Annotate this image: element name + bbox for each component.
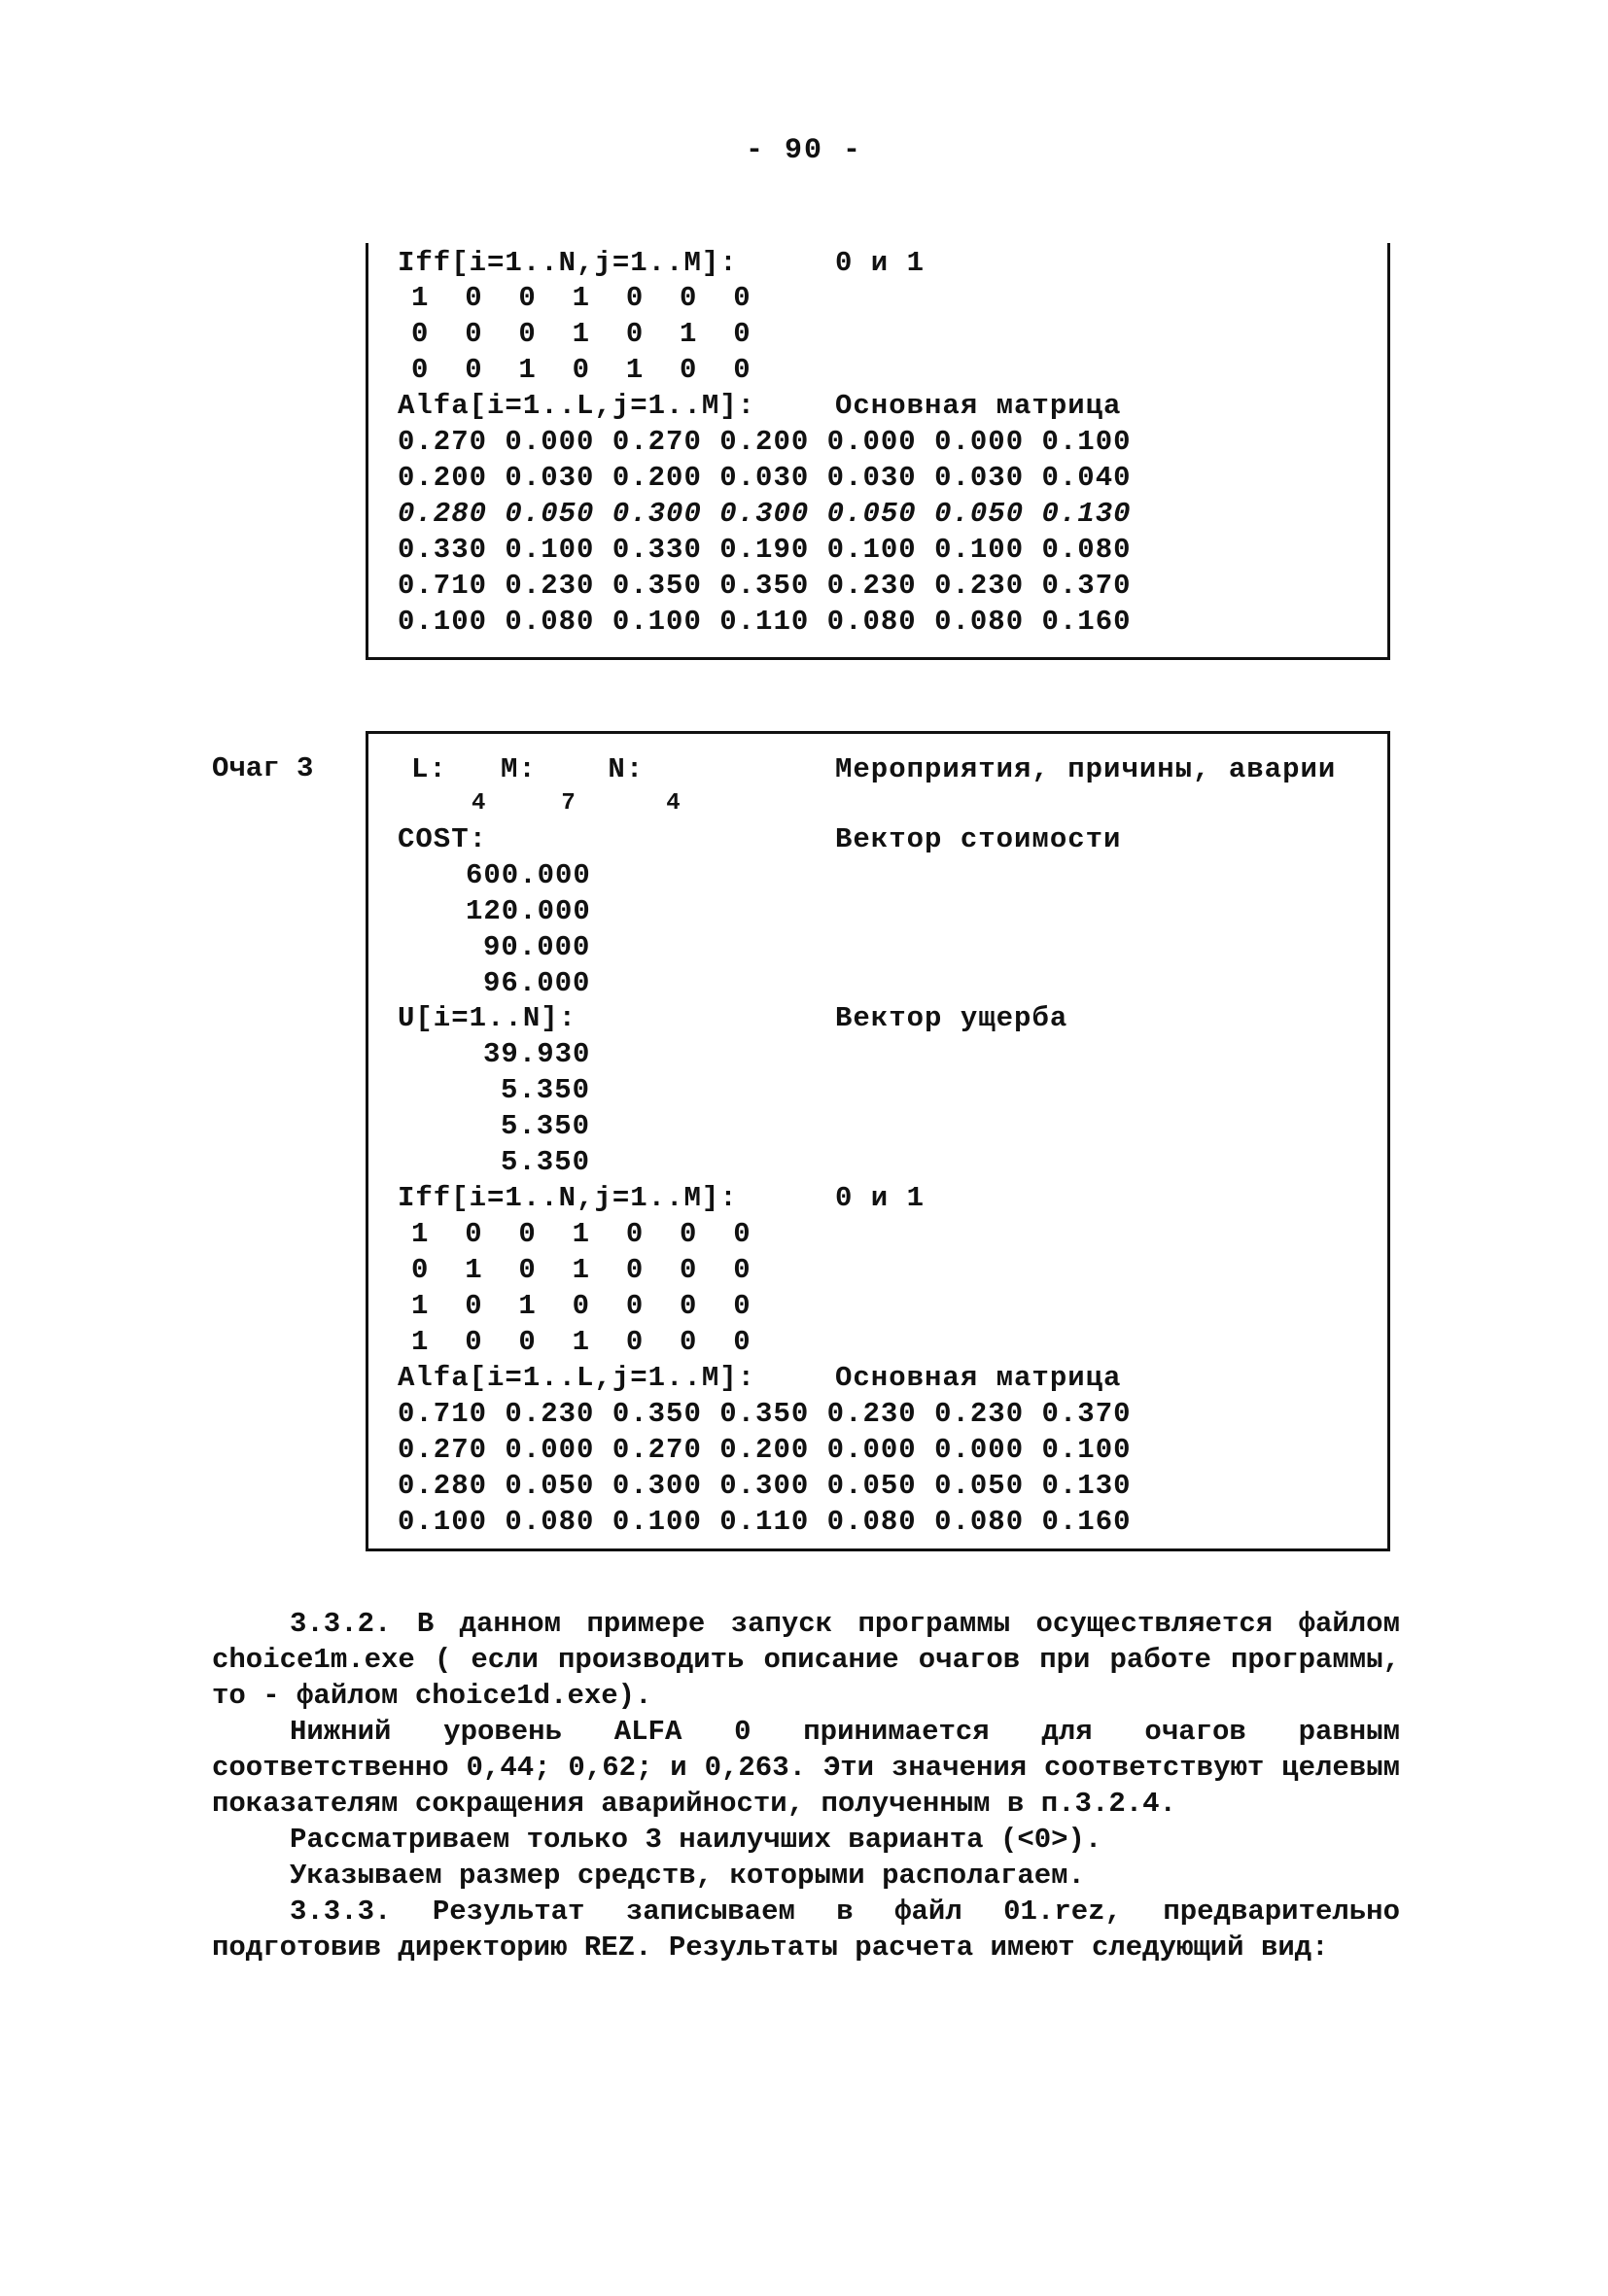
paragraph: Нижний уровень ALFA 0 принимается для очагов равным соответственно 0,44; 0,62; и 0,263. Эти значения соответствуют целевым показателям сокращения аварийности, полученным в п.3.2.4. (212, 1716, 1400, 1820)
source-label: Очаг 3 (212, 752, 314, 784)
alfa-note: Основная матрица (835, 390, 1122, 422)
paragraph: Указываем размер средств, которыми располагаем. (290, 1860, 1085, 1892)
alfa-row: 0.270 0.000 0.270 0.200 0.000 0.000 0.100 (398, 1434, 1132, 1466)
u-value: 5.350 (501, 1146, 591, 1178)
paragraph: 3.3.3. Результат записываем в файл 01.rez, предварительно подготовив директорию REZ. Результаты расчета имеют следующий вид: (212, 1896, 1400, 1964)
iff-row: 0 1 0 1 0 0 0 (411, 1254, 752, 1286)
alfa-note: Основная матрица (835, 1362, 1122, 1394)
lmn-label: L: M: N: (411, 753, 645, 785)
cost-label: COST: (398, 823, 488, 855)
u-value: 5.350 (501, 1074, 591, 1106)
iff-row: 1 0 0 1 0 0 0 (411, 282, 752, 314)
alfa-label: Alfa[i=1..L,j=1..M]: (398, 390, 756, 422)
paragraph: Рассматриваем только 3 наилучших варианта (<0>). (290, 1824, 1102, 1856)
alfa-row: 0.330 0.100 0.330 0.190 0.100 0.100 0.080 (398, 534, 1132, 566)
iff-note: 0 и 1 (835, 1182, 926, 1214)
cost-value: 600.000 (466, 859, 591, 891)
alfa-row: 0.280 0.050 0.300 0.300 0.050 0.050 0.130 (398, 498, 1132, 530)
u-value: 39.930 (483, 1038, 591, 1070)
lmn-note: Мероприятия, причины, аварии (835, 753, 1337, 785)
paragraph: 3.3.2. В данном примере запуск программы осуществляется файлом choice1m.exe ( если производить описание очагов при работе программы, то - файлом choice1d.exe). (212, 1608, 1400, 1712)
iff-note: 0 и 1 (835, 247, 926, 279)
cost-value: 96.000 (483, 967, 591, 999)
iff-row: 1 0 0 1 0 0 0 (411, 1326, 752, 1358)
page-number: - 90 - (745, 134, 863, 167)
iff-row: 1 0 1 0 0 0 0 (411, 1290, 752, 1322)
lmn-values: 4 7 4 (472, 790, 682, 817)
alfa-row: 0.710 0.230 0.350 0.350 0.230 0.230 0.370 (398, 570, 1132, 602)
alfa-row: 0.270 0.000 0.270 0.200 0.000 0.000 0.100 (398, 426, 1132, 458)
cost-note: Вектор стоимости (835, 823, 1122, 855)
alfa-row: 0.100 0.080 0.100 0.110 0.080 0.080 0.160 (398, 1506, 1132, 1538)
iff-label: Iff[i=1..N,j=1..M]: (398, 247, 738, 279)
u-label: U[i=1..N]: (398, 1002, 577, 1034)
alfa-row: 0.100 0.080 0.100 0.110 0.080 0.080 0.160 (398, 606, 1132, 638)
alfa-row: 0.280 0.050 0.300 0.300 0.050 0.050 0.130 (398, 1470, 1132, 1502)
matrix-box-1 (366, 243, 1390, 660)
u-value: 5.350 (501, 1110, 591, 1142)
matrix-box-2 (366, 731, 1390, 1551)
alfa-row: 0.200 0.030 0.200 0.030 0.030 0.030 0.040 (398, 462, 1132, 494)
alfa-row: 0.710 0.230 0.350 0.350 0.230 0.230 0.370 (398, 1398, 1132, 1430)
iff-label: Iff[i=1..N,j=1..M]: (398, 1182, 738, 1214)
alfa-label: Alfa[i=1..L,j=1..M]: (398, 1362, 756, 1394)
iff-row: 0 0 0 1 0 1 0 (411, 318, 752, 350)
cost-value: 90.000 (483, 931, 591, 963)
iff-row: 1 0 0 1 0 0 0 (411, 1218, 752, 1250)
cost-value: 120.000 (466, 895, 591, 927)
iff-row: 0 0 1 0 1 0 0 (411, 354, 752, 386)
u-note: Вектор ущерба (835, 1002, 1068, 1034)
